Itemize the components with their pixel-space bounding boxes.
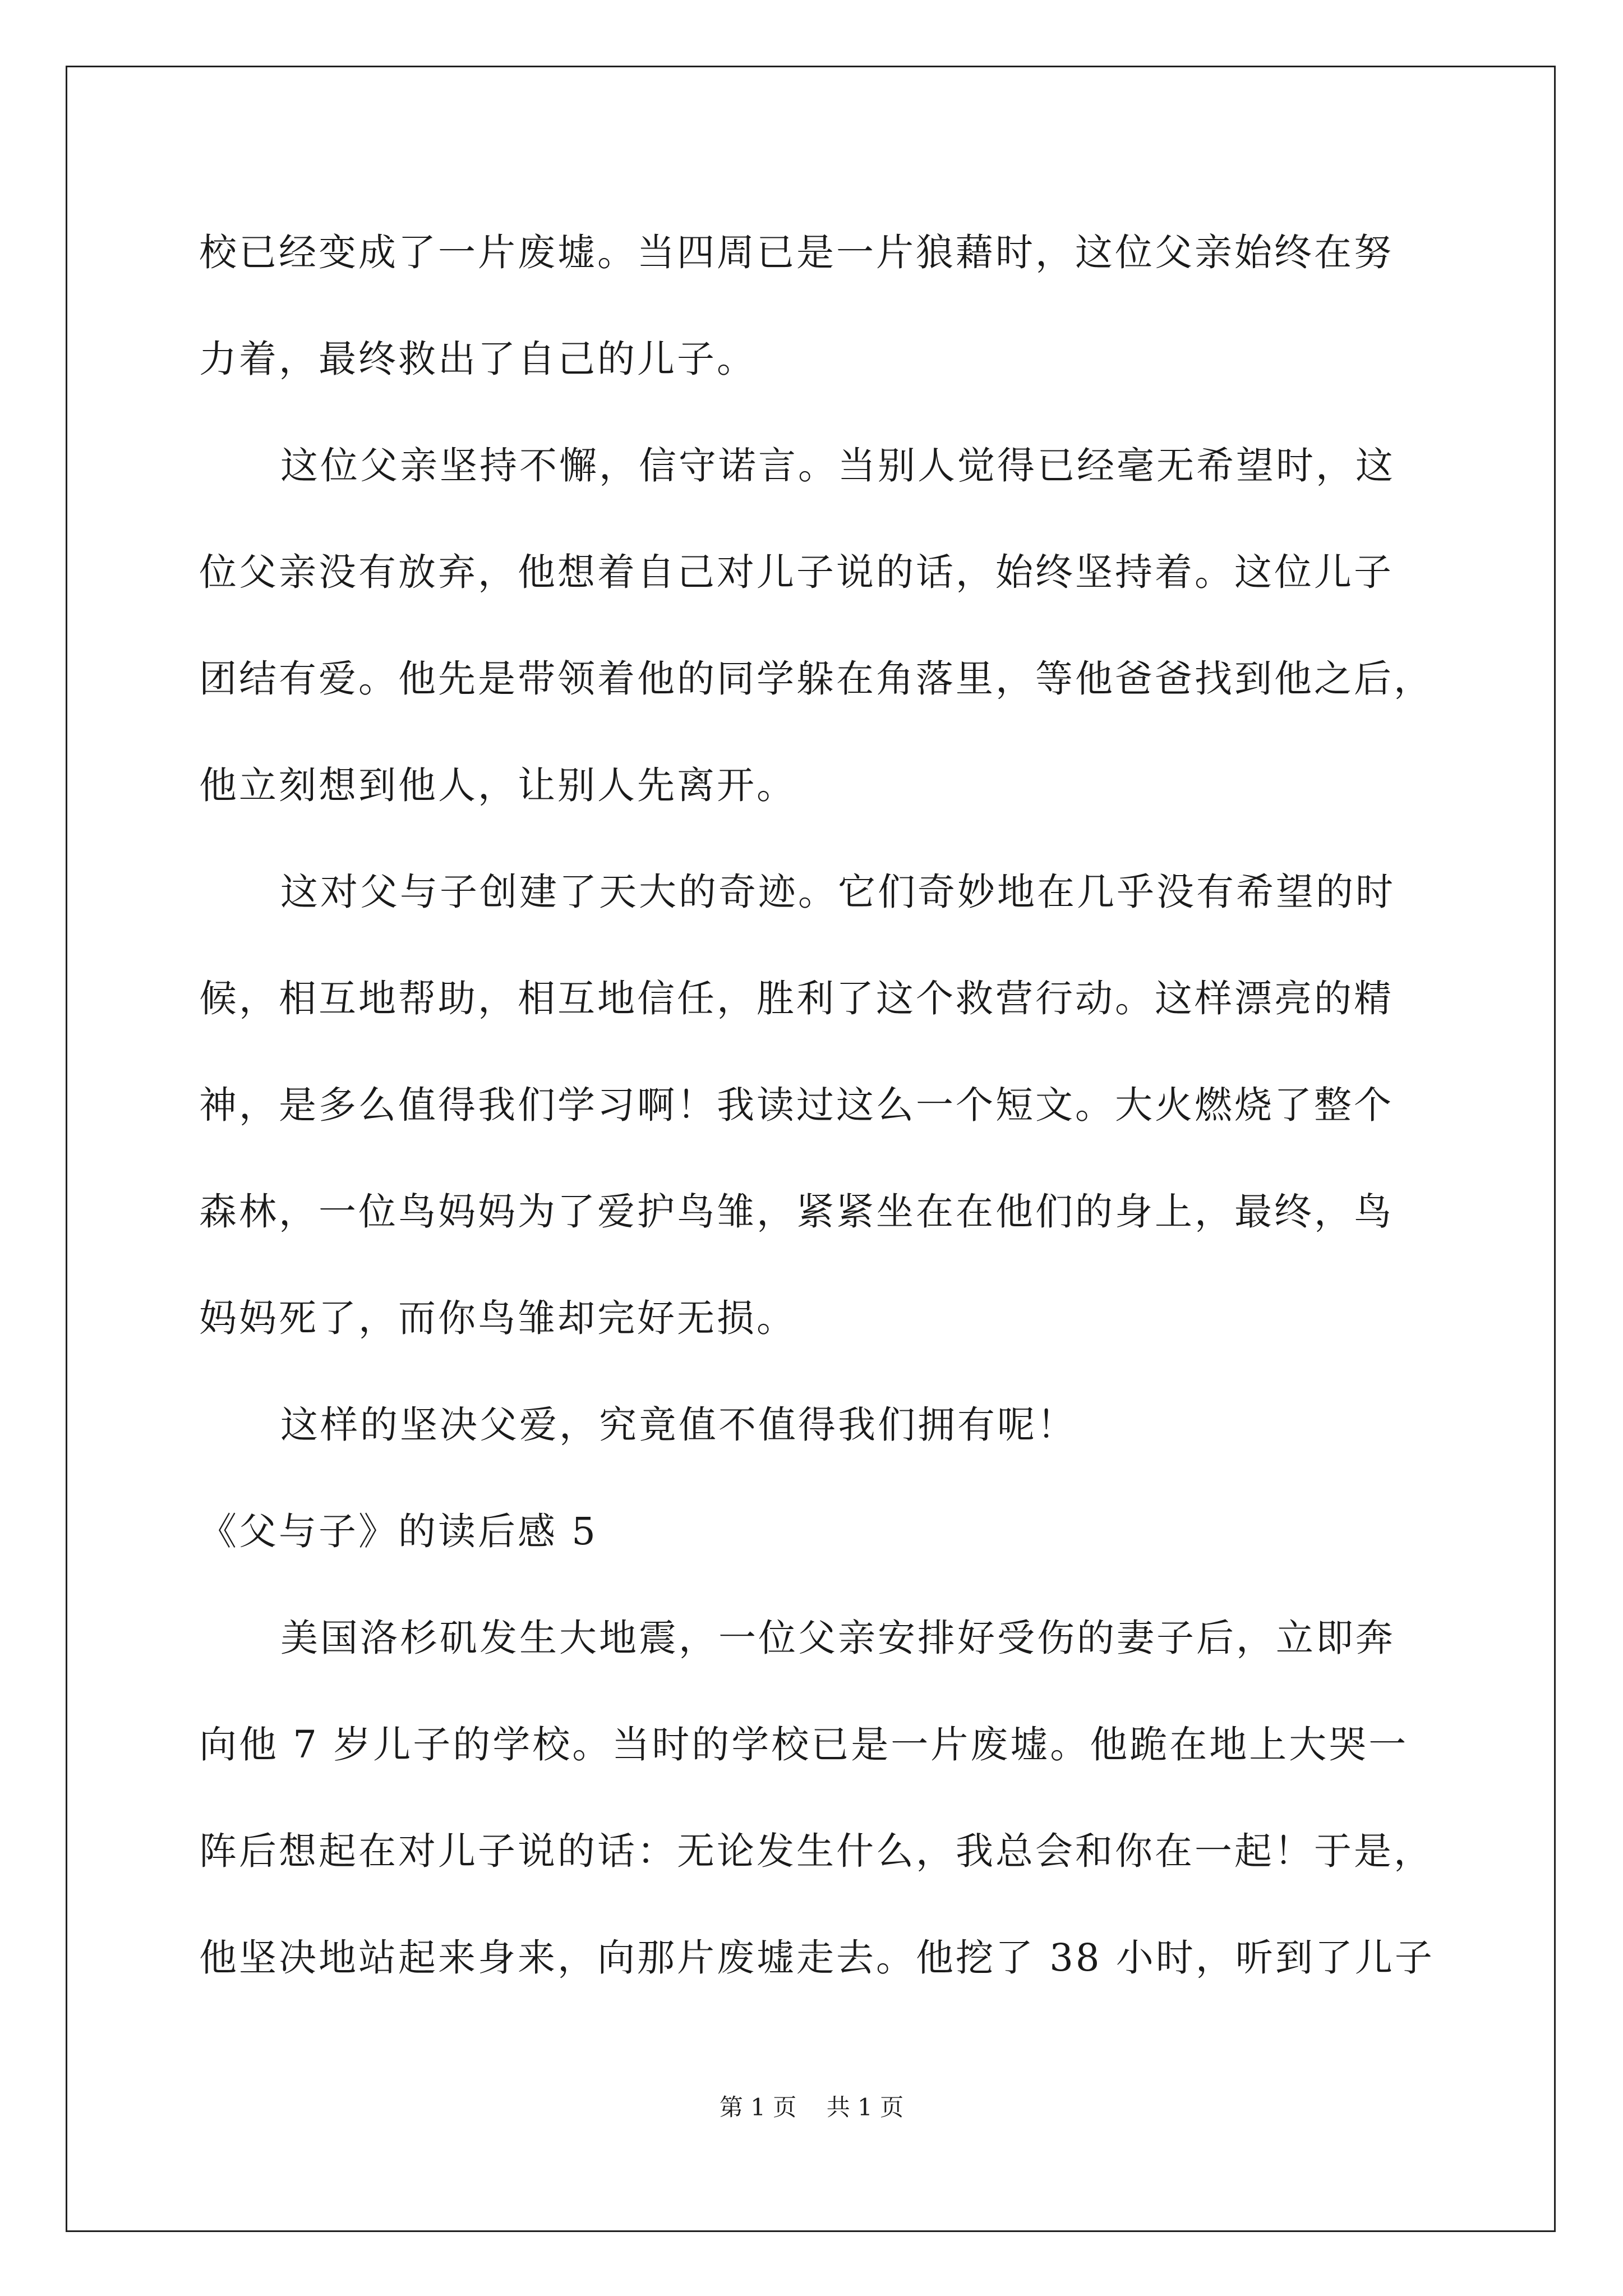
text-line: 这样的坚决父爱，究竟值不值得我们拥有呢！ [280,1403,1077,1447]
text-line: 力着，最终救出了自己的儿子。 [199,337,757,381]
text-line: 位父亲没有放弃，他想着自己对儿子说的话，始终坚持着。这位儿子 [199,550,1394,594]
text-line: 这位父亲坚持不懈，信守诺言。当别人觉得已经毫无希望时，这 [280,444,1395,487]
text-line: 妈妈死了，而你鸟雏却完好无损。 [199,1296,796,1340]
page-border [66,66,1556,2232]
text-line: 这对父与子创建了天大的奇迹。它们奇妙地在几乎没有希望的时 [280,870,1395,914]
text-line: 他坚决地站起来身来，向那片废墟走去。他挖了 38 小时，听到了儿子 [199,1936,1435,1980]
text-line: 阵后想起在对儿子说的话：无论发生什么，我总会和你在一起！于是， [199,1829,1433,1873]
text-line: 团结有爱。他先是带领着他的同学躲在角落里，等他爸爸找到他之后， [199,657,1433,701]
text-line: 他立刻想到他人，让别人先离开。 [199,763,796,807]
page-footer: 第 1 页 共 1 页 [719,2093,904,2121]
text-line: 校已经变成了一片废墟。当四周已是一片狼藉时，这位父亲始终在努 [199,231,1394,274]
section-heading: 《父与子》的读后感 5 [199,1510,598,1553]
text-line: 神，是多么值得我们学习啊！我读过这么一个短文。大火燃烧了整个 [199,1083,1394,1127]
text-line: 森林，一位鸟妈妈为了爱护鸟雏，紧紧坐在在他们的身上，最终，鸟 [199,1190,1394,1234]
text-line: 向他 7 岁儿子的学校。当时的学校已是一片废墟。他跪在地上大哭一 [199,1723,1409,1766]
text-line: 候，相互地帮助，相互地信任，胜利了这个救营行动。这样漂亮的精 [199,977,1394,1020]
text-line: 美国洛杉矶发生大地震，一位父亲安排好受伤的妻子后，立即奔 [280,1616,1395,1660]
